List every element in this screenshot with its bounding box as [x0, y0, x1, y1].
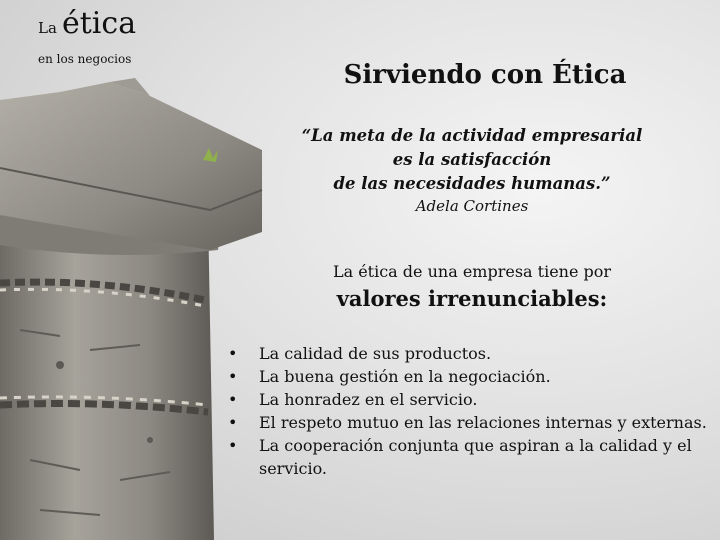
- lead-text: La ética de una empresa tiene por: [332, 262, 612, 281]
- list-item: • La buena gestión en la negociación.: [228, 367, 551, 386]
- values-list: [228, 342, 708, 480]
- brand-subtitle: en los negocios: [38, 52, 132, 66]
- quote-author: Adela Cortines: [415, 197, 529, 215]
- list-item: • La calidad de sus productos.: [228, 344, 492, 363]
- quote-line: “La meta de la actividad empresarial: [301, 126, 643, 145]
- quote-block: [262, 124, 682, 196]
- brand-etica: ética: [62, 6, 137, 41]
- brand-logo: [38, 6, 136, 41]
- list-item: • El respeto mutuo en las relaciones internas y externas.: [228, 413, 707, 432]
- list-item: • La cooperación conjunta que aspiran a la calidad y el servicio.: [228, 436, 692, 478]
- brand-la: La: [38, 19, 57, 37]
- slide-title: Sirviendo con Ética: [343, 60, 627, 90]
- quote-line: de las necesidades humanas.”: [333, 174, 611, 193]
- list-item: • La honradez en el servicio.: [228, 390, 478, 409]
- stone-column-image: [0, 0, 290, 540]
- bullet-icon: •: [228, 367, 238, 386]
- bullet-icon: •: [228, 413, 238, 432]
- bullet-icon: •: [228, 436, 238, 455]
- lead-strong-text: valores irrenunciables:: [336, 286, 608, 311]
- bullet-icon: •: [228, 344, 238, 363]
- bullet-icon: •: [228, 390, 238, 409]
- quote-line: es la satisfacción: [392, 150, 552, 169]
